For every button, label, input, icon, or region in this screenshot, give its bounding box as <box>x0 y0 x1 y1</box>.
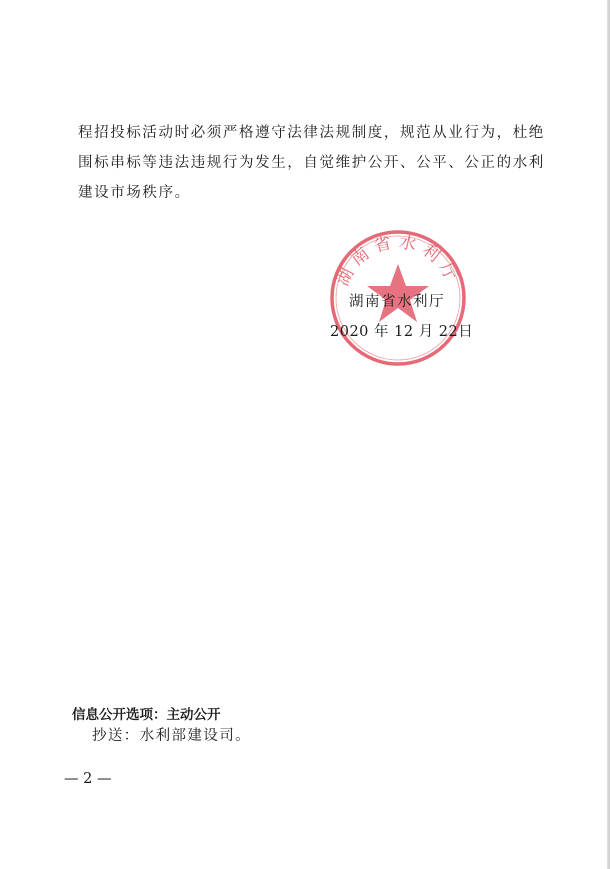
page-number: — 2 — <box>64 771 112 787</box>
date-year-unit: 年 <box>374 324 390 340</box>
issue-date <box>330 320 473 341</box>
cc-line: 抄送：水利部建设司。 <box>92 728 251 744</box>
issuer-name: 湖南省水利厅 <box>349 294 445 310</box>
body-line-2: 围标串标等违法违规行为发生，自觉维护公开、公平、公正的水利 <box>78 155 545 171</box>
body-paragraph <box>78 118 548 208</box>
date-month: 12 <box>394 324 414 340</box>
date-day-unit: 日 <box>458 324 474 340</box>
disclosure-option: 信息公开选项：主动公开 <box>72 707 221 723</box>
body-line-1: 程招投标活动时必须严格遵守法律法规制度，规范从业行为，杜绝 <box>78 125 545 141</box>
seal-arc-textpath: 湖南省水利厅 <box>332 232 464 290</box>
date-day: 22 <box>438 324 459 340</box>
date-year: 2020 <box>330 324 369 340</box>
body-line-3: 建设市场秩序。 <box>78 185 191 201</box>
date-month-unit: 月 <box>418 324 434 340</box>
